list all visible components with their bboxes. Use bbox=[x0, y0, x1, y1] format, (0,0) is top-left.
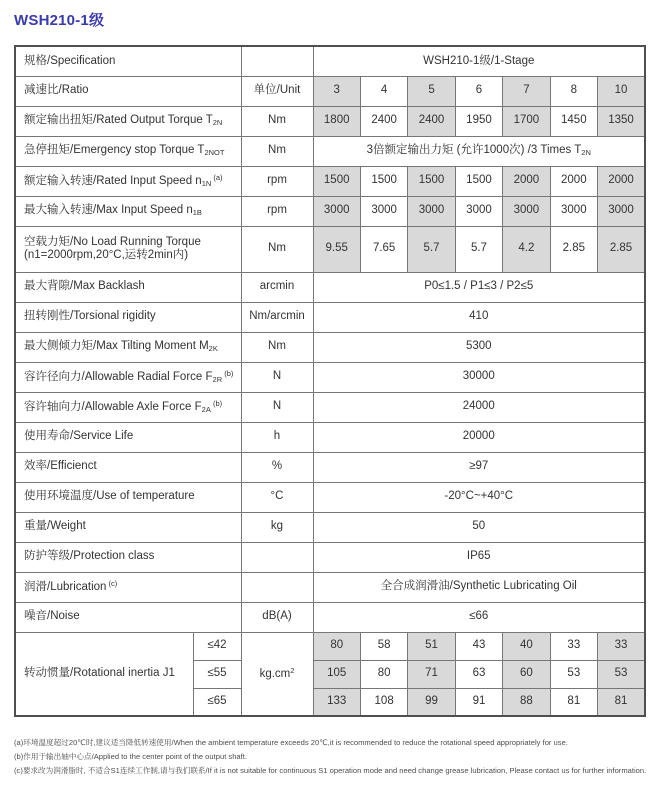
page-title: WSH210-1级 bbox=[14, 12, 105, 29]
inertia-limit-cell: ≤42 bbox=[193, 632, 241, 660]
table-row bbox=[15, 136, 645, 166]
value-cell: 2400 bbox=[360, 106, 407, 136]
row-label-cell: 润滑/Lubrication $^{(c)}$ bbox=[15, 572, 241, 602]
merged-value-cell: 3倍额定输出力矩 (允许1000次) /3 Times $T_{2N}$ bbox=[313, 136, 645, 166]
value-cell: 2000 bbox=[598, 166, 645, 196]
inertia-value-cell: 33 bbox=[550, 632, 597, 660]
table-row bbox=[15, 76, 645, 106]
value-cell: 1800 bbox=[313, 106, 360, 136]
value-cell: 3 bbox=[313, 76, 360, 106]
row-label-cell: 规格/Specification bbox=[15, 46, 241, 76]
row-label-cell: 防护等级/Protection class bbox=[15, 542, 241, 572]
value-cell: 5.7 bbox=[455, 226, 502, 272]
sub-text: 2R bbox=[212, 374, 223, 384]
inertia-value-cell: 71 bbox=[408, 660, 455, 688]
merged-value-cell: 5300 bbox=[313, 332, 645, 362]
footnote-b: (b)作用于输出轴中心点/Applied to the center point of the output shaft. bbox=[14, 752, 247, 761]
row-label-cell: 额定输出扭矩/Rated Output Torque $T_{2N}$ bbox=[15, 106, 241, 136]
value-cell: 1450 bbox=[550, 106, 597, 136]
unit-cell: Nm bbox=[241, 136, 313, 166]
merged-value-cell: IP65 bbox=[313, 542, 645, 572]
unit-cell: N bbox=[241, 362, 313, 392]
unit-cell: dB(A) bbox=[241, 602, 313, 632]
row-label-cell: 容许轴向力/Allowable Axle Force $F_{2A}$ $^{(b)}$ bbox=[15, 392, 241, 422]
inertia-value-cell: 133 bbox=[313, 688, 360, 716]
table-row bbox=[15, 362, 645, 392]
merged-value-cell: 全合成润滑油/Synthetic Lubricating Oil bbox=[313, 572, 645, 602]
sub-text: 2NOT bbox=[204, 148, 225, 158]
value-cell: 1500 bbox=[455, 166, 502, 196]
merged-value-cell: P0≤1.5 / P1≤3 / P2≤5 bbox=[313, 272, 645, 302]
value-cell: 3000 bbox=[503, 196, 550, 226]
table-row bbox=[15, 302, 645, 332]
merged-value-cell: ≤66 bbox=[313, 602, 645, 632]
sup-text: (a) bbox=[211, 172, 223, 182]
merged-value-cell: 20000 bbox=[313, 422, 645, 452]
value-cell: 1950 bbox=[455, 106, 502, 136]
table-row bbox=[15, 602, 645, 632]
value-cell: 1500 bbox=[313, 166, 360, 196]
table-row bbox=[15, 572, 645, 602]
row-label-cell: 使用环境温度/Use of temperature bbox=[15, 482, 241, 512]
table-row bbox=[15, 422, 645, 452]
inertia-unit-cell: $kg.cm^2$ bbox=[241, 632, 313, 716]
sub-text: 2A bbox=[201, 404, 211, 414]
unit-cell bbox=[241, 46, 313, 76]
table-row bbox=[15, 542, 645, 572]
footnotes bbox=[14, 736, 646, 778]
merged-value-cell: 410 bbox=[313, 302, 645, 332]
value-cell: 4 bbox=[360, 76, 407, 106]
row-label-cell: 使用寿命/Service Life bbox=[15, 422, 241, 452]
unit-cell: Nm bbox=[241, 332, 313, 362]
value-cell: 2400 bbox=[408, 106, 455, 136]
row-label-cell: 最大背隙/Max Backlash bbox=[15, 272, 241, 302]
row-label-cell: 最大输入转速/Max Input Speed $n_{1B}$ bbox=[15, 196, 241, 226]
value-cell: 5.7 bbox=[408, 226, 455, 272]
row-label-cell: 效率/Efficienct bbox=[15, 452, 241, 482]
value-cell: 10 bbox=[598, 76, 645, 106]
inertia-value-cell: 88 bbox=[503, 688, 550, 716]
sub-text: 2K bbox=[208, 344, 218, 354]
inertia-value-cell: 99 bbox=[408, 688, 455, 716]
inertia-value-cell: 91 bbox=[455, 688, 502, 716]
unit-cell: Nm/arcmin bbox=[241, 302, 313, 332]
unit-cell: N bbox=[241, 392, 313, 422]
table-row bbox=[15, 482, 645, 512]
value-cell: 1700 bbox=[503, 106, 550, 136]
spec-table bbox=[14, 45, 646, 717]
value-cell: 1500 bbox=[408, 166, 455, 196]
unit-cell: % bbox=[241, 452, 313, 482]
sup-text: (b) bbox=[222, 368, 234, 378]
merged-value-cell: 30000 bbox=[313, 362, 645, 392]
inertia-value-cell: 51 bbox=[408, 632, 455, 660]
inertia-value-cell: 33 bbox=[598, 632, 645, 660]
merged-value-cell: 24000 bbox=[313, 392, 645, 422]
inertia-value-cell: 80 bbox=[360, 660, 407, 688]
inertia-value-cell: 58 bbox=[360, 632, 407, 660]
merged-value-cell: WSH210-1级/1-Stage bbox=[313, 46, 645, 76]
value-cell: 3000 bbox=[550, 196, 597, 226]
row-label-cell: 空载力矩/No Load Running Torque (n1=2000rpm,20°C,运转2min内) bbox=[15, 226, 241, 272]
value-cell: 3000 bbox=[408, 196, 455, 226]
row-label-cell: 容许径向力/Allowable Radial Force $F_{2R}$ $^{(b)}$ bbox=[15, 362, 241, 392]
unit-cell bbox=[241, 572, 313, 602]
value-cell: 2.85 bbox=[550, 226, 597, 272]
unit-cell bbox=[241, 542, 313, 572]
value-cell: 4.2 bbox=[503, 226, 550, 272]
value-cell: 2000 bbox=[503, 166, 550, 196]
sup-text: (b) bbox=[210, 398, 223, 408]
value-cell: 3000 bbox=[360, 196, 407, 226]
row-label-cell: 最大侧倾力矩/Max Tilting Moment $M_{2K}$ bbox=[15, 332, 241, 362]
table-row bbox=[15, 196, 645, 226]
table-row bbox=[15, 226, 645, 272]
row-label-cell: 重量/Weight bbox=[15, 512, 241, 542]
inertia-value-cell: 81 bbox=[550, 688, 597, 716]
value-cell: 6 bbox=[455, 76, 502, 106]
unit-cell: 单位/Unit bbox=[241, 76, 313, 106]
sup-text: 2 bbox=[290, 665, 295, 675]
inertia-limit-cell: ≤55 bbox=[193, 660, 241, 688]
value-cell: 9.55 bbox=[313, 226, 360, 272]
table-row bbox=[15, 332, 645, 362]
sup-text: (c) bbox=[106, 578, 118, 588]
merged-value-cell: -20°C~+40°C bbox=[313, 482, 645, 512]
value-cell: 3000 bbox=[598, 196, 645, 226]
sub-text: 2N bbox=[581, 148, 591, 158]
inertia-value-cell: 63 bbox=[455, 660, 502, 688]
table-row bbox=[15, 512, 645, 542]
value-cell: 2000 bbox=[550, 166, 597, 196]
value-cell: 8 bbox=[550, 76, 597, 106]
inertia-value-cell: 81 bbox=[598, 688, 645, 716]
spec-table-body bbox=[15, 46, 645, 716]
value-cell: 1350 bbox=[598, 106, 645, 136]
value-cell: 2.85 bbox=[598, 226, 645, 272]
value-cell: 7.65 bbox=[360, 226, 407, 272]
unit-cell: Nm bbox=[241, 106, 313, 136]
value-cell: 3000 bbox=[313, 196, 360, 226]
unit-cell: h bbox=[241, 422, 313, 452]
unit-cell: °C bbox=[241, 482, 313, 512]
unit-cell: Nm bbox=[241, 226, 313, 272]
inertia-value-cell: 53 bbox=[550, 660, 597, 688]
inertia-value-cell: 43 bbox=[455, 632, 502, 660]
inertia-value-cell: 60 bbox=[503, 660, 550, 688]
sub-text: 1B bbox=[192, 208, 202, 218]
footnote-a: (a)环境温度超过20℃时,建议适当降低转速使用/When the ambient temperature exceeds 20℃,it is recommended to reduce the rotational speed appropriately for use. bbox=[14, 738, 568, 747]
table-row bbox=[15, 46, 645, 76]
table-row bbox=[15, 166, 645, 196]
value-cell: 5 bbox=[408, 76, 455, 106]
row-label-cell: 额定输入转速/Rated Input Speed $n_{1N}$ $^{(a)}$ bbox=[15, 166, 241, 196]
value-cell: 3000 bbox=[455, 196, 502, 226]
unit-cell: rpm bbox=[241, 196, 313, 226]
inertia-value-cell: 53 bbox=[598, 660, 645, 688]
table-row bbox=[15, 392, 645, 422]
sub-text: 2N bbox=[212, 118, 223, 128]
merged-value-cell: 50 bbox=[313, 512, 645, 542]
table-row bbox=[15, 106, 645, 136]
row-label-cell: 减速比/Ratio bbox=[15, 76, 241, 106]
value-cell: 7 bbox=[503, 76, 550, 106]
inertia-label-cell: 转动惯量/Rotational inertia J1 bbox=[15, 632, 193, 716]
inertia-row bbox=[15, 632, 645, 660]
inertia-value-cell: 40 bbox=[503, 632, 550, 660]
inertia-value-cell: 80 bbox=[313, 632, 360, 660]
row-label-cell: 噪音/Noise bbox=[15, 602, 241, 632]
footnote-c: (c)要求改为润滑脂时, 不适合S1连续工作制,请与我们联系/If it is not suitable for continuous S1 operation mode and need change grease lubrication, Please contact us for further information. bbox=[14, 766, 647, 775]
sub-text: 1N bbox=[201, 178, 212, 188]
row-label-cell: 扭转刚性/Torsional rigidity bbox=[15, 302, 241, 332]
unit-cell: arcmin bbox=[241, 272, 313, 302]
row-label-cell: 急停扭矩/Emergency stop Torque $T_{2NOT}$ bbox=[15, 136, 241, 166]
merged-value-cell: ≥97 bbox=[313, 452, 645, 482]
table-row bbox=[15, 452, 645, 482]
inertia-limit-cell: ≤65 bbox=[193, 688, 241, 716]
value-cell: 1500 bbox=[360, 166, 407, 196]
unit-cell: kg bbox=[241, 512, 313, 542]
inertia-value-cell: 108 bbox=[360, 688, 407, 716]
table-row bbox=[15, 272, 645, 302]
unit-cell: rpm bbox=[241, 166, 313, 196]
inertia-value-cell: 105 bbox=[313, 660, 360, 688]
